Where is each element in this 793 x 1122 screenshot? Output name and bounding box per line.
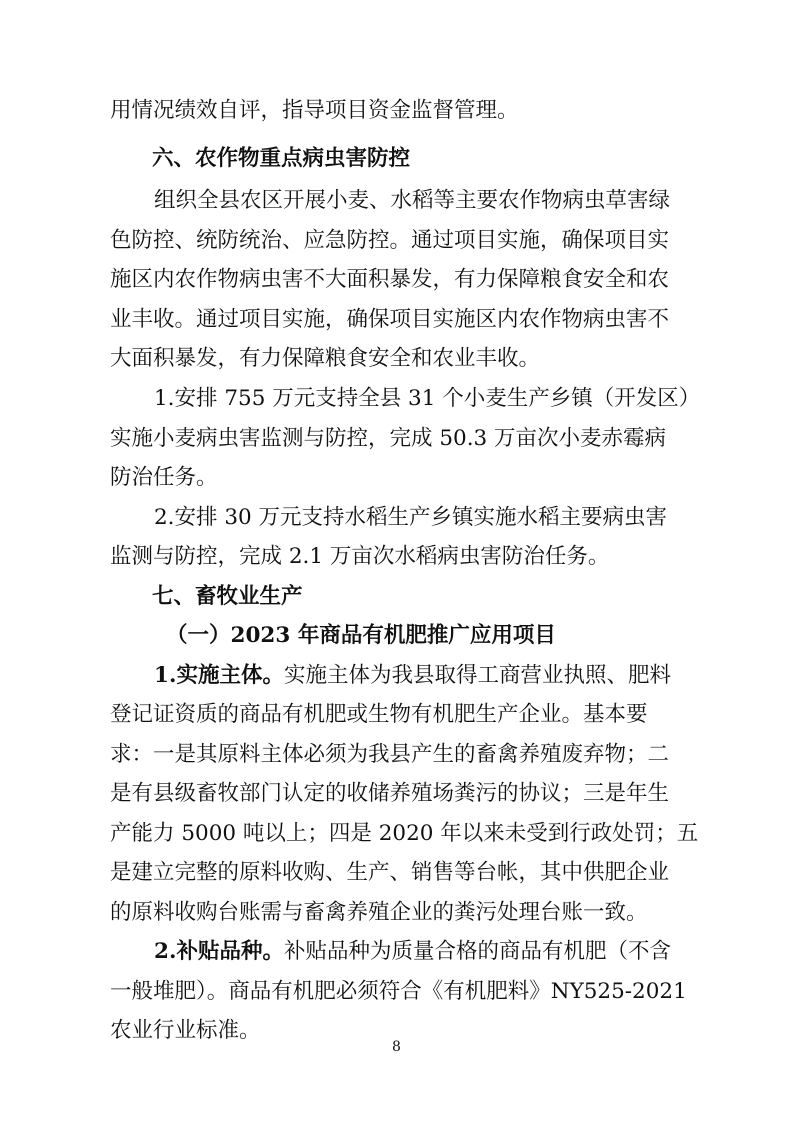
body-line: 是有县级畜牧部门认定的收储养殖场粪污的协议；三是年生 bbox=[110, 781, 670, 806]
body-line: 登记证资质的商品有机肥或生物有机肥生产企业。基本要 bbox=[110, 702, 648, 727]
body-line: 的原料收购台账需与畜禽养殖企业的粪污处理台账一致。 bbox=[110, 900, 648, 925]
body-line: 监测与防控，完成 2.1 万亩次水稻病虫害防治任务。 bbox=[110, 544, 610, 569]
page-number: 8 bbox=[392, 1039, 401, 1055]
body-line: 实施小麦病虫害监测与防控，完成 50.3 万亩次小麦赤霉病 bbox=[110, 426, 667, 451]
body-line: 业丰收。通过项目实施，确保项目实施区内农作物病虫害不 bbox=[110, 307, 670, 332]
body-line: 求：一是其原料主体必须为我县产生的畜禽养殖废弃物；二 bbox=[110, 742, 670, 767]
body-line: 2.补贴品种。补贴品种为质量合格的商品有机肥（不含 bbox=[154, 939, 671, 964]
body-line: 1.安排 755 万元支持全县 31 个小麦生产乡镇（开发区） bbox=[154, 386, 701, 411]
body-line: 组织全县农区开展小麦、水稻等主要农作物病虫草害绿 bbox=[154, 188, 671, 213]
body-line: 一般堆肥）。商品有机肥必须符合《有机肥料》NY525-2021 bbox=[110, 979, 687, 1004]
body-line: 施区内农作物病虫害不大面积暴发，有力保障粮食安全和农 bbox=[110, 267, 670, 292]
body-line: 用情况绩效自评，指导项目资金监督管理。 bbox=[110, 98, 519, 123]
body-line: 防治任务。 bbox=[110, 465, 218, 490]
body-line: 2.安排 30 万元支持水稻生产乡镇实施水稻主要病虫害 bbox=[154, 505, 668, 530]
body-line: 1.实施主体。实施主体为我县取得工商营业执照、肥料 bbox=[154, 663, 671, 688]
section-heading: 六、农作物重点病虫害防控 bbox=[152, 146, 411, 171]
body-line: 农业行业标准。 bbox=[110, 1018, 261, 1043]
section-heading: 七、畜牧业生产 bbox=[152, 584, 303, 609]
body-line: 产能力 5000 吨以上；四是 2020 年以来未受到行政处罚；五 bbox=[110, 821, 699, 846]
body-line: 色防控、统防统治、应急防控。通过项目实施，确保项目实 bbox=[110, 228, 670, 253]
body-line: 是建立完整的原料收购、生产、销售等台帐，其中供肥企业 bbox=[110, 860, 670, 885]
body-line: 大面积暴发，有力保障粮食安全和农业丰收。 bbox=[110, 346, 541, 371]
subsection-heading: （一）2023 年商品有机肥推广应用项目 bbox=[166, 623, 556, 648]
